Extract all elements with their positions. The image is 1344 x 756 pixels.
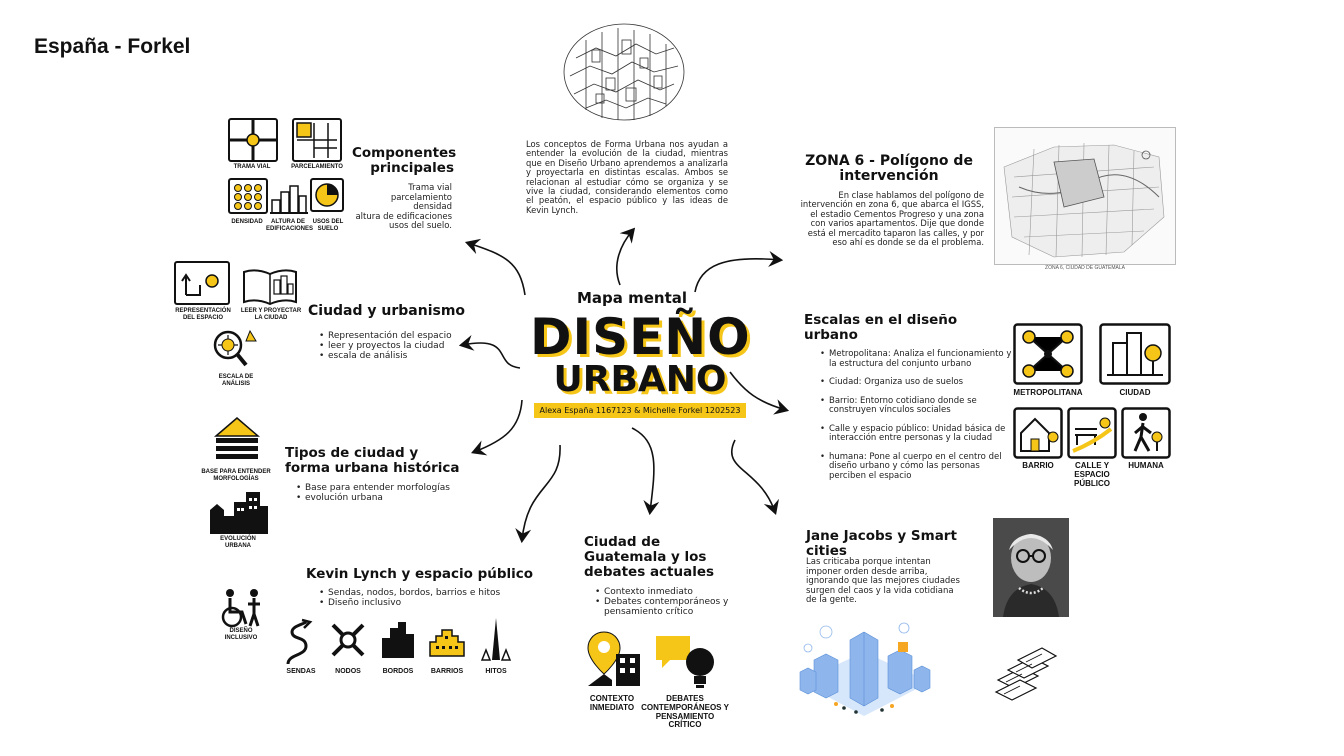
label-hitos: HITOS xyxy=(485,668,507,675)
city-icon xyxy=(1099,323,1171,385)
label-representacion: REPRESENTACIÓN DEL ESPACIO xyxy=(175,308,231,321)
city-sketch-icon xyxy=(556,18,692,126)
zona6-map-caption: ZONA 6, CIUDAD DE GUATEMALA xyxy=(1045,265,1125,271)
list-item: • Base para entender morfologías xyxy=(305,483,465,493)
componentes-line: parcelamiento xyxy=(390,192,452,203)
arrow-to-tipos xyxy=(474,400,522,452)
temple-icon xyxy=(212,416,262,466)
list-item: • Contexto inmediato xyxy=(604,587,734,597)
landmark-icon xyxy=(478,616,514,662)
edge-icon xyxy=(380,620,416,660)
list-item: • Sendas, nodos, bordos, barrios e hitos xyxy=(328,588,528,598)
label-parcelamiento: PARCELAMIENTO xyxy=(291,164,343,170)
lynch-bullets xyxy=(316,588,528,608)
arrow-to-guatemala xyxy=(632,428,654,512)
center-title-line2: URBANO xyxy=(553,358,727,400)
map-arrow-icon xyxy=(174,261,230,305)
buildings-icon xyxy=(270,182,308,214)
list-item: • Representación del espacio xyxy=(328,331,488,341)
dots-icon xyxy=(228,178,268,214)
label-barrios: BARRIOS xyxy=(430,668,464,675)
pie-icon xyxy=(310,178,344,212)
arrow-to-zona6 xyxy=(695,259,780,292)
grid-road-icon xyxy=(228,118,278,162)
label-bordos: BORDOS xyxy=(382,668,414,675)
componentes-title: Componentes principales xyxy=(352,145,457,176)
wheelchair-icon xyxy=(218,588,264,628)
center-authors: Alexa España 1167123 & Michelle Forkel 1202523 xyxy=(534,403,746,418)
label-altura: ALTURA DE EDIFICACIONES xyxy=(266,219,314,232)
label-base-morfologias: BASE PARA ENTENDER MORFOLOGÍAS xyxy=(201,469,271,482)
list-item: • Debates contemporáneos y pensamiento crítico xyxy=(604,597,734,617)
list-item: • humana: Pone al cuerpo en el centro del diseño urbano y cómo las personas perciben el espacio xyxy=(829,453,1017,482)
escalas-title: Escalas en el diseño urbano xyxy=(804,312,958,343)
zona6-title: ZONA 6 - Polígono de intervención xyxy=(805,153,973,185)
zona6-text: En clase hablamos del polígono de intervención en zona 6, que abarca el IGSS, el estadio Cementos Progreso y una zona con varios apartamentos. Dije que donde está el mercadito taparon las calles, y por eso ahí es donde se da el problema. xyxy=(800,190,984,248)
componentes-lines xyxy=(340,184,452,232)
componentes-line: altura de edificaciones xyxy=(355,211,452,222)
label-diseno-inclusivo: DISEÑO INCLUSIVO xyxy=(224,628,258,641)
label-contexto: CONTEXTO INMEDIATO xyxy=(589,694,635,712)
house-icon xyxy=(1013,407,1063,459)
list-item: • leer y proyectos la ciudad xyxy=(328,341,488,351)
ciudad-urbanismo-title: Ciudad y urbanismo xyxy=(308,303,466,319)
label-barrio: BARRIO xyxy=(1022,461,1054,470)
walker-icon xyxy=(1121,407,1171,459)
label-trama-vial: TRAMA VIAL xyxy=(233,164,271,170)
list-item: • Metropolitana: Analiza el funcionamiento y la estructura del conjunto urbano xyxy=(829,350,1017,369)
label-densidad: DENSIDAD xyxy=(231,219,263,225)
label-nodos: NODOS xyxy=(335,668,361,675)
componentes-line: usos del suelo. xyxy=(389,221,452,232)
tipos-title: Tipos de ciudad y forma urbana histórica xyxy=(285,445,460,476)
componentes-line: Trama vial xyxy=(408,183,452,193)
arrow-to-componentes xyxy=(468,243,525,295)
jacobs-title: Jane Jacobs y Smart cities xyxy=(806,528,957,559)
ciudad-urbanismo-bullets xyxy=(316,331,488,361)
debate-icon xyxy=(654,634,718,690)
magnifier-icon xyxy=(210,327,262,371)
location-icon xyxy=(586,630,642,688)
bench-icon xyxy=(1067,407,1117,459)
list-item: • evolución urbana xyxy=(305,493,465,503)
lynch-title: Kevin Lynch y espacio público xyxy=(306,566,534,582)
list-item: • Barrio: Entorno cotidiano donde se construyen vínculos sociales xyxy=(829,397,1017,416)
book-city-icon xyxy=(242,266,298,306)
arrow-to-jacobs xyxy=(732,440,775,512)
componentes-line: densidad xyxy=(413,202,452,213)
forma-urbana-text: Los conceptos de Forma Urbana nos ayudan a entender la evolución de la ciudad, mientras que en Diseño Urbano aprendemos a analizarla y proyectarla en distintas escalas. Ambos se relacionan al estudiar cómo se organiza y se vive la ciudad, considerando elementos como el peatón, el espacio público y las ideas de Kevin Lynch. xyxy=(526,139,728,215)
guatemala-bullets xyxy=(592,587,734,617)
jacobs-text: Las criticaba porque intentan imponer orden desde arriba, ignorando que las mejores ciudades surgen del caos y la vida cotidiana de la gente. xyxy=(806,557,960,606)
jane-jacobs-photo xyxy=(993,518,1069,617)
center-subtitle: Mapa mental xyxy=(576,289,688,307)
page-title: España - Forkel xyxy=(34,35,191,58)
parcel-icon xyxy=(292,118,342,162)
guatemala-title: Ciudad de Guatemala y los debates actuales xyxy=(584,534,715,580)
list-item: • Ciudad: Organiza uso de suelos xyxy=(829,378,1017,388)
node-icon xyxy=(330,622,366,658)
list-item: • escala de análisis xyxy=(328,351,488,361)
district-icon xyxy=(428,626,466,658)
label-escala-analisis: ESCALA DE ANÁLISIS xyxy=(218,374,254,387)
label-sendas: SENDAS xyxy=(286,668,316,675)
tipos-bullets xyxy=(293,483,465,503)
label-calle: CALLE Y ESPACIO PÚBLICO xyxy=(1074,461,1110,488)
center-title-line1: DISEÑO xyxy=(530,307,751,366)
list-item: • Calle y espacio público: Unidad básica de interacción entre personas y la ciudad xyxy=(829,425,1017,444)
label-leer-proyectar: LEER Y PROYECTAR LA CIUDAD xyxy=(240,308,302,321)
list-item: • Diseño inclusivo xyxy=(328,598,528,608)
center-block xyxy=(530,290,750,418)
network-icon xyxy=(1013,323,1083,385)
skyline-icon xyxy=(208,488,268,534)
label-humana: HUMANA xyxy=(1128,461,1164,470)
zona6-map-image xyxy=(994,127,1176,265)
label-usos: USOS DEL SUELO xyxy=(312,219,344,232)
path-icon xyxy=(284,618,318,666)
label-ciudad: CIUDAD xyxy=(1119,388,1151,397)
arrow-to-forma-urbana xyxy=(617,230,633,285)
label-debates: DEBATES CONTEMPORÁNEOS Y PENSAMIENTO CRÍTICO xyxy=(641,694,729,730)
label-evolucion: EVOLUCIÓN URBANA xyxy=(220,536,256,549)
escalas-bullets xyxy=(817,350,1017,481)
smart-city-illustration xyxy=(796,612,934,722)
arrow-to-lynch xyxy=(522,445,560,540)
label-metropolitana: METROPOLITANA xyxy=(1013,388,1083,397)
phones-sketch-icon xyxy=(992,640,1058,706)
